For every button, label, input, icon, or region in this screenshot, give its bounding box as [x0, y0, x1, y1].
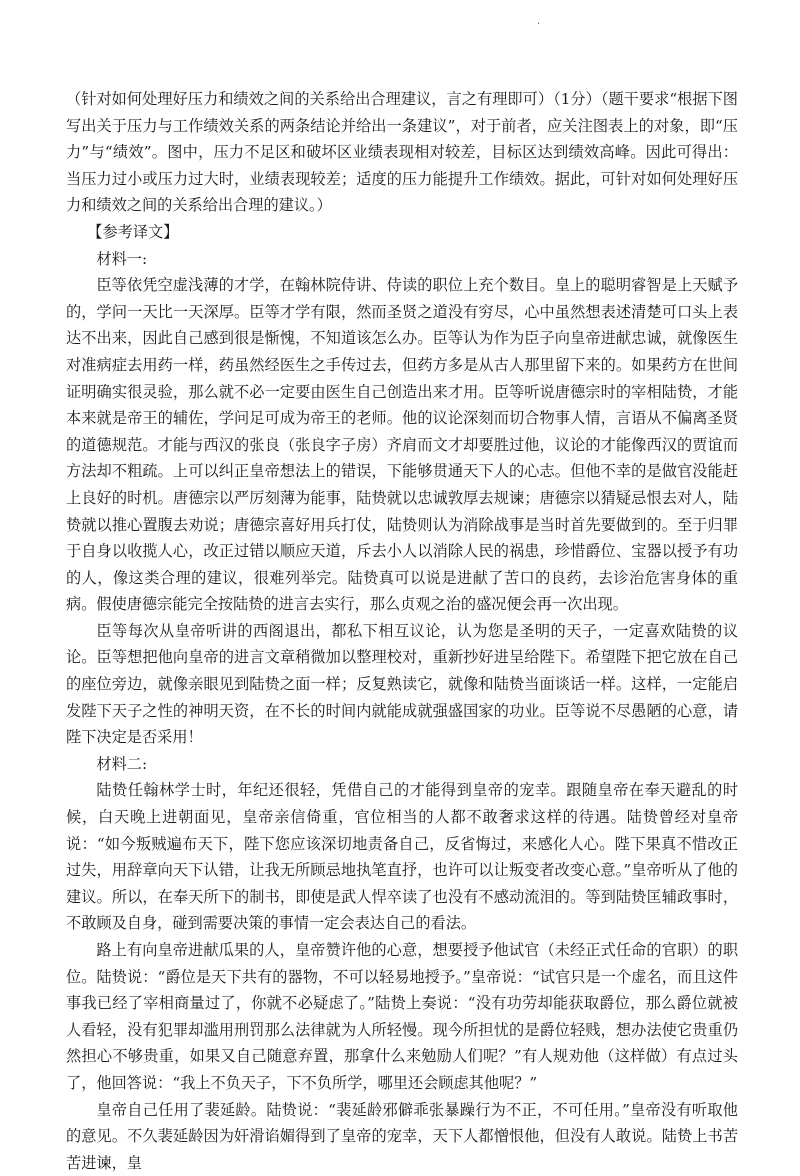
material-one-label: 材料一:: [96, 249, 148, 268]
document-page: [66, 86, 738, 1176]
section-heading: 【参考译文】: [87, 222, 179, 241]
material-one-paragraph-2: 臣等每次从皇帝听讲的西阁退出，都私下相互议论，认为您是圣明的天子，一定喜欢陆贽的议论。臣等想把他向皇帝的进言文章稍微加以整理校对，重新抄好进呈给陛下。希望陛下把它放在自己的座位旁边，就像亲眼见到陆贽之面一样；反复熟读它，就像和陆贽当面谈话一样。这样，一定能启发陛下天子之性的神明天资，在不长的时间内就能成就强盛国家的功业。臣等说不尽愚陋的心意，请陛下决定是否采用！: [66, 621, 738, 747]
material-two-paragraph-1: 陆贽任翰林学士时，年纪还很轻，凭借自己的才能得到皇帝的宠幸。跟随皇帝在奉天避乱的时候，白天晚上进朝面见，皇帝亲信倚重，官位相当的人都不敢奢求这样的待遇。陆贽曾经对皇帝说：“如今叛贼遍布天下，陛下您应该深切地责备自己，反省悔过，来感化人心。陛下果真不惜改正过失，用辞章向天下认错，让我无所顾忌地执笔直抒，也许可以让叛变者改变心意。”皇帝听从了他的建议。所以，在奉天所下的制书，即使是武人悍卒读了也没有不感动流泪的。等到陆贽匡辅政事时，不敢顾及自身，碰到需要决策的事情一定会表达自己的看法。: [66, 781, 738, 933]
material-two-paragraph-2: 路上有向皇帝进献瓜果的人，皇帝赞许他的心意，想要授予他试官（未经正式任命的官职）的职位。陆贽说：“爵位是天下共有的器物，不可以轻易地授予。”皇帝说：“试官只是一个虚名，而且这件事我已经了宰相商量过了，你就不必疑虑了。”陆贽上奏说：“没有功劳却能获取爵位，那么爵位就被人看轻，没有犯罪却滥用刑罚那么法律就为人所轻慢。现今所担忧的是爵位轻贱，想办法使它贵重仍然担心不够贵重，如果又自己随意弃置，那拿什么来勉励人们呢？”有人规劝他（这样做）有点过头了，他回答说：“我上不负天子，下不负所学，哪里还会顾虑其他呢？”: [66, 941, 738, 1092]
answer-note: （针对如何处理好压力和绩效之间的关系给出合理建议，言之有理即可）（1分）（题干要求“根据下图写出关于压力与工作绩效关系的两条结论并给出一条建议”，对于前者，应关注图表上的对象，即“压力”与“绩效”。图中，压力不足区和破坏区业绩表现相对较差，目标区达到绩效高峰。因此可得出：当压力过小或压力过大时，业绩表现较差；适度的压力能提升工作绩效。据此，可针对如何处理好压力和绩效之间的关系给出合理的建议。）: [66, 90, 738, 215]
page-corner-mark: .: [537, 16, 541, 27]
material-one-paragraph-1: 臣等依凭空虚浅薄的才学，在翰林院侍讲、侍读的职位上充个数目。皇上的聪明睿智是上天赋予的，学问一天比一天深厚。臣等才学有限，然而圣贤之道没有穷尽，心中虽然想表述清楚可口头上表达不出来，因此自己感到很是惭愧，不知道该怎么办。臣等认为作为臣子向皇帝进献忠诚，就像医生对准病症去用药一样，药虽然经医生之手传过去，但药方多是从古人那里留下来的。如果药方在世间证明确实很灵验，那么就不必一定要由医生自己创造出来才用。臣等听说唐德宗时的宰相陆贽，才能本来就是帝王的辅佐，学问足可成为帝王的老师。他的议论深刻而切合物事人情，言语从不偏离圣贤的道德规范。才能与西汉的张良（张良字子房）齐肩而文才却要胜过他，议论的才能像西汉的贾谊而方法却不粗疏。上可以纠正皇帝想法上的错误，下能够贯通天下人的心志。但他不幸的是做官没能赶上良好的时机。唐德宗以严厉刻薄为能事，陆贽就以忠诚敦厚去规谏；唐德宗以猜疑忌恨去对人，陆贽就以推心置腹去劝说；唐德宗喜好用兵打仗，陆贽则认为消除战事是当时首先要做到的。至于归罪于自身以收揽人心，改正过错以顺应天道，斥去小人以消除人民的祸患，珍惜爵位、宝器以授予有功的人，像这类合理的建议，很难列举完。陆贽真可以说是进献了苦口的良药，去诊治危害身体的重病。假使唐德宗能完全按陆贽的进言去实行，那么贞观之治的盛况便会再一次出现。: [66, 276, 738, 614]
material-two-label: 材料二:: [96, 754, 148, 773]
material-two-paragraph-3: 皇帝自己任用了裴延龄。陆贽说：“裴延龄邪僻乖张暴躁行为不正，不可任用。”皇帝没有听取他的意见。不久裴延龄因为奸滑谄媚得到了皇帝的宠幸，天下人都憎恨他，但没有人敢说。陆贽上书苦苦进谏，皇: [66, 1100, 738, 1172]
